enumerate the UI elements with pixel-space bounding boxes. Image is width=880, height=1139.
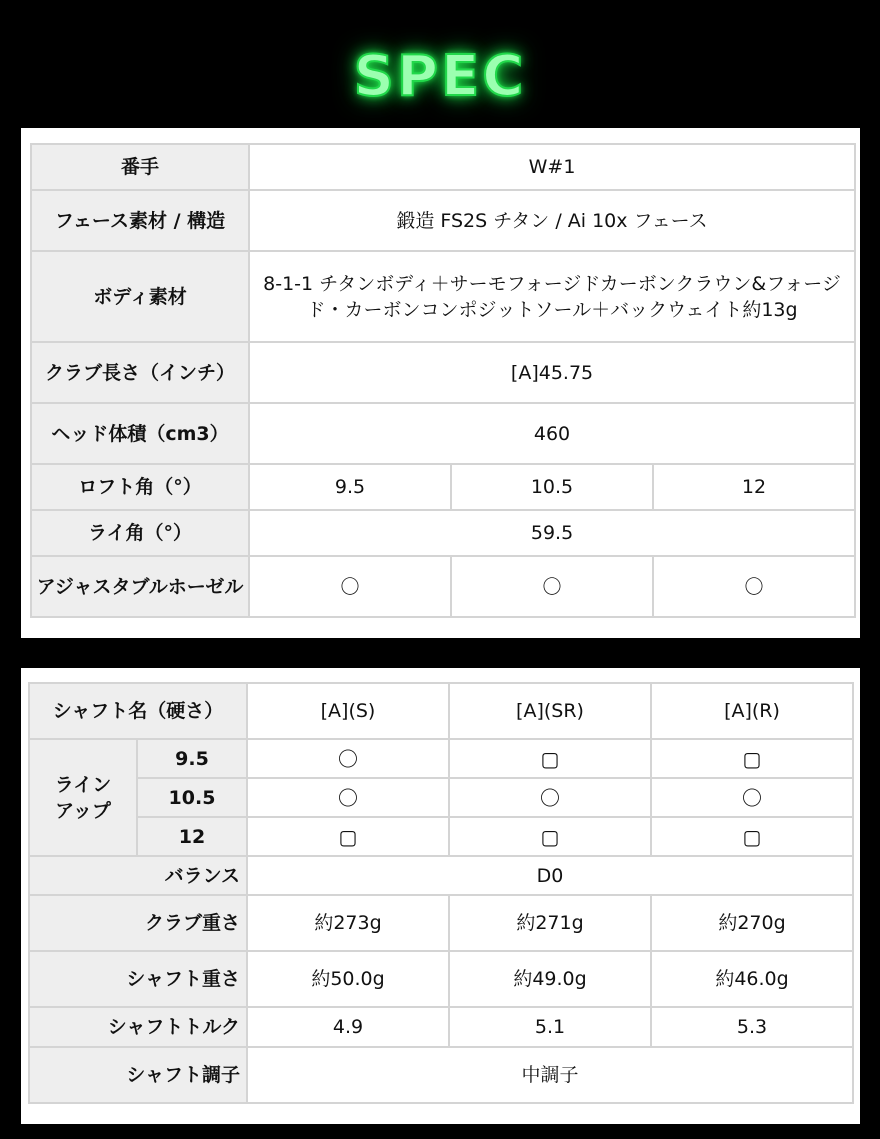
table-row [31, 464, 855, 510]
shaft-name: [A](S) [247, 683, 449, 739]
lie-value: 59.5 [249, 510, 855, 556]
shaft-name: [A](R) [651, 683, 853, 739]
shaft-table [28, 682, 854, 1104]
shaft-panel [21, 668, 860, 1124]
row-label-face: フェース素材 / 構造 [31, 190, 249, 251]
balance-label: バランス [29, 856, 247, 895]
shaft-weight-value: 約46.0g [651, 951, 853, 1007]
balance-value: D0 [247, 856, 853, 895]
lineup-mark: 〇 [449, 778, 651, 817]
row-label-body: ボディ素材 [31, 251, 249, 342]
hosel-mark: 〇 [249, 556, 451, 617]
row-label-number: 番手 [31, 144, 249, 190]
lineup-mark: 〇 [247, 778, 449, 817]
table-row [29, 1047, 853, 1103]
table-row [29, 895, 853, 951]
row-label-volume: ヘッド体積（cm3） [31, 403, 249, 464]
page-title: SPEC [353, 44, 527, 109]
hosel-mark: 〇 [451, 556, 653, 617]
table-row [31, 342, 855, 403]
shaft-torque-value: 5.3 [651, 1007, 853, 1047]
club-weight-value: 約273g [247, 895, 449, 951]
hosel-mark: 〇 [653, 556, 855, 617]
volume-value: 460 [249, 403, 855, 464]
table-row [31, 510, 855, 556]
lineup-mark: ▢ [651, 739, 853, 778]
shaft-kick-label: シャフト調子 [29, 1047, 247, 1103]
table-row [31, 403, 855, 464]
length-value: [A]45.75 [249, 342, 855, 403]
shaft-name: [A](SR) [449, 683, 651, 739]
table-row [31, 144, 855, 190]
loft-value: 10.5 [451, 464, 653, 510]
shaft-weight-value: 約49.0g [449, 951, 651, 1007]
table-row [29, 739, 853, 778]
shaft-weight-value: 約50.0g [247, 951, 449, 1007]
shaft-torque-value: 5.1 [449, 1007, 651, 1047]
number-value: W#1 [249, 144, 855, 190]
table-row [29, 778, 853, 817]
row-label-loft: ロフト角（°） [31, 464, 249, 510]
lineup-mark: ▢ [651, 817, 853, 856]
lineup-mark: ▢ [247, 817, 449, 856]
club-weight-value: 約271g [449, 895, 651, 951]
lineup-mark: 〇 [247, 739, 449, 778]
row-label-lie: ライ角（°） [31, 510, 249, 556]
shaft-torque-label: シャフトトルク [29, 1007, 247, 1047]
shaft-weight-label: シャフト重さ [29, 951, 247, 1007]
loft-value: 9.5 [249, 464, 451, 510]
spec-table [30, 143, 856, 618]
lineup-loft: 12 [137, 817, 247, 856]
club-weight-value: 約270g [651, 895, 853, 951]
row-label-length: クラブ長さ（インチ） [31, 342, 249, 403]
table-row [29, 951, 853, 1007]
table-row [29, 817, 853, 856]
table-row [31, 556, 855, 617]
spec-panel [21, 128, 860, 638]
lineup-loft: 10.5 [137, 778, 247, 817]
table-row [31, 190, 855, 251]
lineup-mark: ▢ [449, 817, 651, 856]
body-value: 8-1-1 チタンボディ＋サーモフォージドカーボンクラウン&フォージド・カーボンコンポジットソール＋バックウェイト約13g [249, 251, 855, 342]
lineup-mark: 〇 [651, 778, 853, 817]
face-value: 鍛造 FS2S チタン / Ai 10x フェース [249, 190, 855, 251]
loft-value: 12 [653, 464, 855, 510]
club-weight-label: クラブ重さ [29, 895, 247, 951]
table-row [31, 251, 855, 342]
table-row [29, 683, 853, 739]
shaft-kick-value: 中調子 [247, 1047, 853, 1103]
table-row [29, 856, 853, 895]
lineup-loft: 9.5 [137, 739, 247, 778]
lineup-header: ライン アップ [29, 739, 137, 856]
lineup-mark: ▢ [449, 739, 651, 778]
row-label-hosel: アジャスタブルホーゼル [31, 556, 249, 617]
shaft-name-header: シャフト名（硬さ） [29, 683, 247, 739]
table-row [29, 1007, 853, 1047]
shaft-torque-value: 4.9 [247, 1007, 449, 1047]
